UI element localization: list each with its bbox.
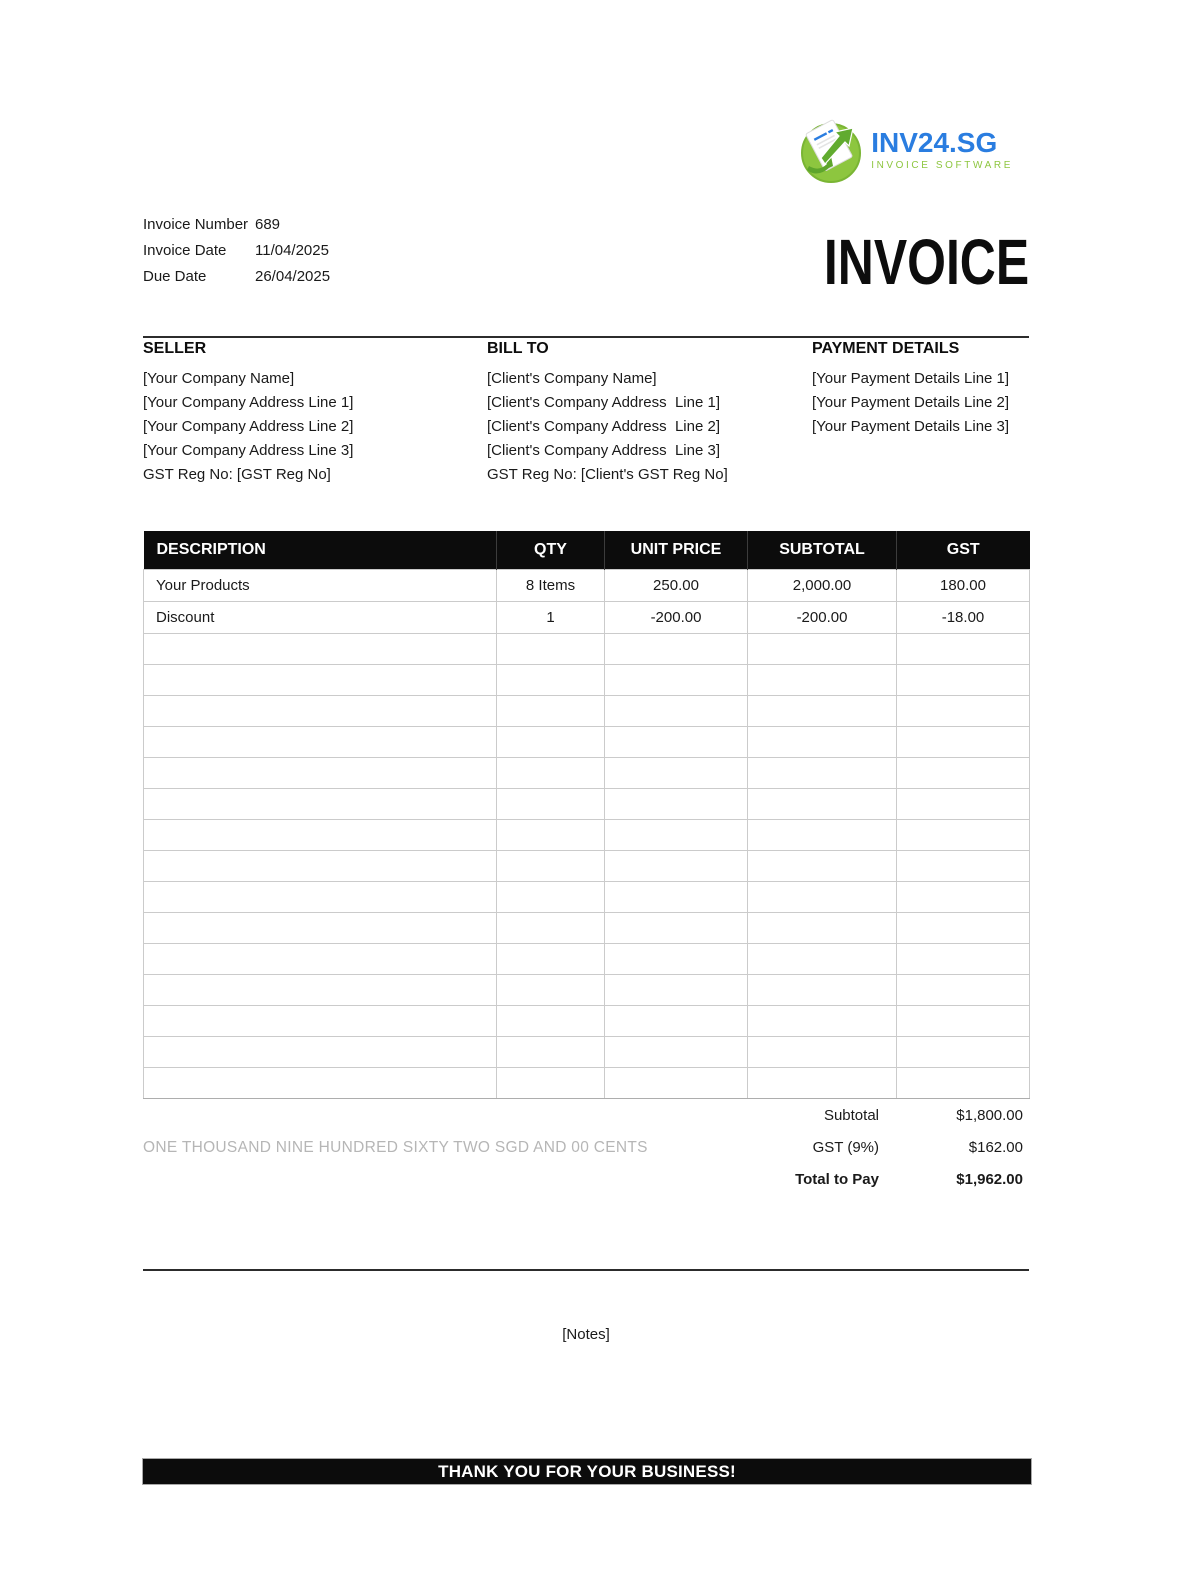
table-header-row xyxy=(144,531,1030,569)
payment-details-heading: PAYMENT DETAILS xyxy=(812,340,960,357)
table-empty-row xyxy=(144,757,1030,788)
bill-to-line: [Client's Company Address Line 1] xyxy=(487,394,720,411)
col-header-gst: GST xyxy=(897,531,1030,569)
col-header-description: DESCRIPTION xyxy=(144,531,497,569)
seller-line: [Your Company Name] xyxy=(143,370,295,387)
due-date-label: Due Date xyxy=(143,268,207,285)
subtotal-label: Subtotal xyxy=(823,1107,879,1124)
gst-value: $162.00 xyxy=(968,1139,1023,1156)
table-empty-row xyxy=(144,695,1030,726)
total-to-pay-label: Total to Pay xyxy=(795,1171,879,1188)
table-empty-row xyxy=(144,726,1030,757)
payment-details-block xyxy=(812,340,1029,487)
table-empty-row xyxy=(144,1036,1030,1067)
parties-section xyxy=(143,340,1029,487)
totals-section xyxy=(143,1100,1029,1196)
bottom-divider xyxy=(143,1269,1029,1271)
seller-gst-line: GST Reg No: [GST Reg No] xyxy=(143,466,331,483)
invoice-date-value: 11/04/2025 xyxy=(255,242,329,259)
payment-details-line: [Your Payment Details Line 2] xyxy=(812,394,1010,411)
table-empty-row xyxy=(144,788,1030,819)
seller-heading: SELLER xyxy=(143,340,207,357)
cell-subtotal: 2,000.00 xyxy=(748,569,897,601)
invoice-number-row xyxy=(143,212,330,238)
invoice-table-body xyxy=(144,569,1030,1098)
bill-to-line: [Client's Company Address Line 2] xyxy=(487,418,720,435)
cell-gst: 180.00 xyxy=(897,569,1030,601)
total-to-pay-value: $1,962.00 xyxy=(956,1171,1023,1188)
subtotal-row xyxy=(143,1100,1029,1132)
table-empty-row xyxy=(144,912,1030,943)
seller-line: [Your Company Address Line 1] xyxy=(143,394,354,411)
notes-placeholder: [Notes] xyxy=(562,1326,610,1343)
table-empty-row xyxy=(144,974,1030,1005)
brand-name: INV24.SG xyxy=(871,127,998,158)
table-empty-row xyxy=(144,1067,1030,1098)
seller-line: [Your Company Address Line 2] xyxy=(143,418,354,435)
cell-description: Discount xyxy=(144,601,497,633)
invoice-number-value: 689 xyxy=(255,216,281,233)
invoice-number-label: Invoice Number xyxy=(143,216,249,233)
col-header-unit-price: UNIT PRICE xyxy=(605,531,748,569)
table-row xyxy=(144,601,1030,633)
table-empty-row xyxy=(144,633,1030,664)
table-row xyxy=(144,569,1030,601)
bill-to-heading: BILL TO xyxy=(487,340,549,357)
brand-tagline: INVOICE SOFTWARE xyxy=(871,160,1013,171)
bill-to-line: [Client's Company Name] xyxy=(487,370,657,387)
table-header xyxy=(144,531,1030,569)
cell-unit-price: -200.00 xyxy=(605,601,748,633)
invoice-date-row xyxy=(143,238,330,264)
bill-to-block xyxy=(487,340,812,487)
invoice-meta xyxy=(143,212,330,290)
invoice-content xyxy=(143,0,1029,1596)
col-header-qty: QTY xyxy=(497,531,605,569)
cell-subtotal: -200.00 xyxy=(748,601,897,633)
cell-qty: 1 xyxy=(497,601,605,633)
line-items-table xyxy=(143,531,1030,1099)
cell-description: Your Products xyxy=(144,569,497,601)
cell-gst: -18.00 xyxy=(897,601,1030,633)
amount-in-words: ONE THOUSAND NINE HUNDRED SIXTY TWO SGD AND 00 CENTS xyxy=(143,1139,648,1156)
table-empty-row xyxy=(144,1005,1030,1036)
bill-to-gst-line: GST Reg No: [Client's GST Reg No] xyxy=(487,466,728,483)
seller-line: [Your Company Address Line 3] xyxy=(143,442,354,459)
thank-you-banner: THANK YOU FOR YOUR BUSINESS! xyxy=(142,1458,1032,1485)
seller-block xyxy=(143,340,487,487)
page-title: INVOICE xyxy=(823,226,1029,298)
cell-qty: 8 Items xyxy=(497,569,605,601)
table-empty-row xyxy=(144,850,1030,881)
total-to-pay-row xyxy=(143,1164,1029,1196)
top-divider xyxy=(143,336,1029,338)
payment-details-line: [Your Payment Details Line 3] xyxy=(812,418,1010,435)
table-empty-row xyxy=(144,881,1030,912)
subtotal-value: $1,800.00 xyxy=(956,1107,1023,1124)
bill-to-line: [Client's Company Address Line 3] xyxy=(487,442,720,459)
table-empty-row xyxy=(144,943,1030,974)
gst-label: GST (9%) xyxy=(812,1139,879,1156)
invoice-paper-arrow-circle-icon xyxy=(797,116,865,184)
table-empty-row xyxy=(144,819,1030,850)
invoice-date-label: Invoice Date xyxy=(143,242,227,259)
table-empty-row xyxy=(144,664,1030,695)
inv24-logo xyxy=(797,116,1013,184)
cell-unit-price: 250.00 xyxy=(605,569,748,601)
due-date-value: 26/04/2025 xyxy=(255,268,331,285)
payment-details-line: [Your Payment Details Line 1] xyxy=(812,370,1010,387)
col-header-subtotal: SUBTOTAL xyxy=(748,531,897,569)
logo-text xyxy=(871,129,1013,171)
due-date-row xyxy=(143,264,330,290)
